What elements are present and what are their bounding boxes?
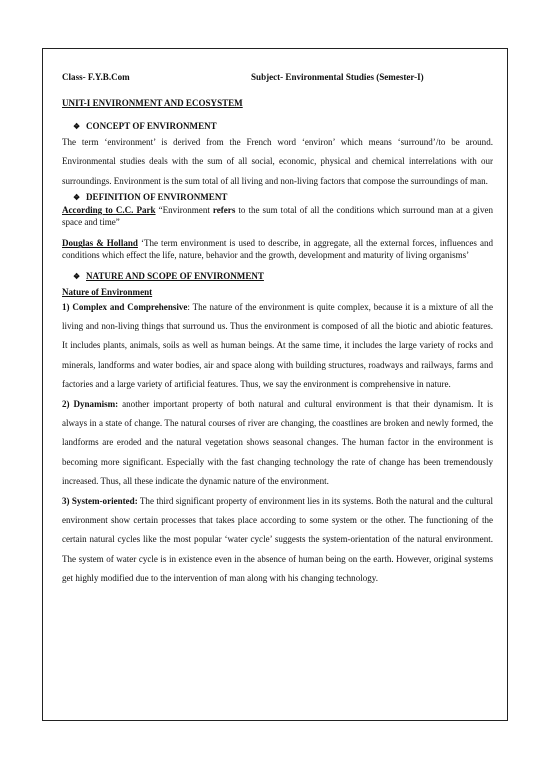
- concept-paragraph: The term ‘environment’ is derived from the French word ‘environ’ which means ‘surround’/to be around. Environmental studies deals with the sum of all social, economic, physical and chemical interrelations with our surroundings. Environment is the sum total of all living and non-living factors that compose the surroundings of man.: [62, 137, 493, 186]
- subheading-nature: Nature of Environment: [62, 286, 153, 297]
- definition-holland: Douglas & Holland ‘The term environment is used to describe, in aggregate, all the external forces, influences and conditions which effect the life, nature, behavior and the growth, development and maturity of living organisms’: [62, 238, 494, 260]
- section-heading-definition: ❖ DEFINITION OF ENVIRONMENT: [73, 192, 228, 203]
- diamond-bullet-icon: ❖: [73, 193, 81, 203]
- holland-author: Douglas & Holland: [62, 238, 138, 249]
- section-heading-nature-scope: ❖ NATURE AND SCOPE OF ENVIRONMENT: [73, 270, 264, 281]
- document-page: [62, 71, 493, 589]
- nature-point-3: 3) System-oriented: The third significant property of environment lies in its systems. Both the natural and the cultural environment show certain processes that takes place according to some system or the other. The functioning of the certain natural cycles like the most popular ‘water cycle’ suggests the system-orientation of the natural environment. The system of water cycle is in existence even in the absence of human being on the earth. However, original systems get highly modified due to the intervention of man along with his changing technology.: [62, 495, 493, 584]
- diamond-bullet-icon: ❖: [73, 122, 81, 131]
- class-label: Class- F.Y.B.Com: [62, 72, 130, 82]
- unit-title: UNIT-I ENVIRONMENT AND ECOSYSTEM: [62, 98, 243, 108]
- park-author: According to C.C. Park: [62, 205, 156, 216]
- nature-point-1: 1) Complex and Comprehensive: The nature of the environment is quite complex, because it is a mixture of all the living and non-living things that surround us. Thus the environment is composed of all the biotic and abiotic features. It includes plants, animals, soils as well as human beings. At the same time, it includes the large variety of rocks and minerals, landforms and water bodies, air and space along with building structures, roadways and railways, farms and factories and a large variety of artificial features. Thus, we say the environment is comprehensive in nature.: [62, 301, 493, 390]
- subject-label: Subject- Environmental Studies (Semester-I): [251, 72, 424, 82]
- diamond-bullet-icon: ❖: [73, 271, 81, 281]
- section-heading-concept: ❖ CONCEPT OF ENVIRONMENT: [73, 121, 217, 131]
- definition-park: According to C.C. Park “Environment refers to the sum total of all the conditions which surround man at a given space and time”: [62, 205, 494, 227]
- page-header: [62, 71, 493, 84]
- nature-point-2: 2) Dynamism: another important property of both natural and cultural environment is that their dynamism. It is always in a state of change. The natural courses of river are changing, the coastlines are broken and newly formed, the landforms are eroded and the natural vegetation shows seasonal changes. The human factor in the environment is becoming more significant. Especially with the fast changing technology the rate of change has been tremendously increased. Thus, all these indicate the dynamic nature of the environment.: [62, 398, 493, 487]
